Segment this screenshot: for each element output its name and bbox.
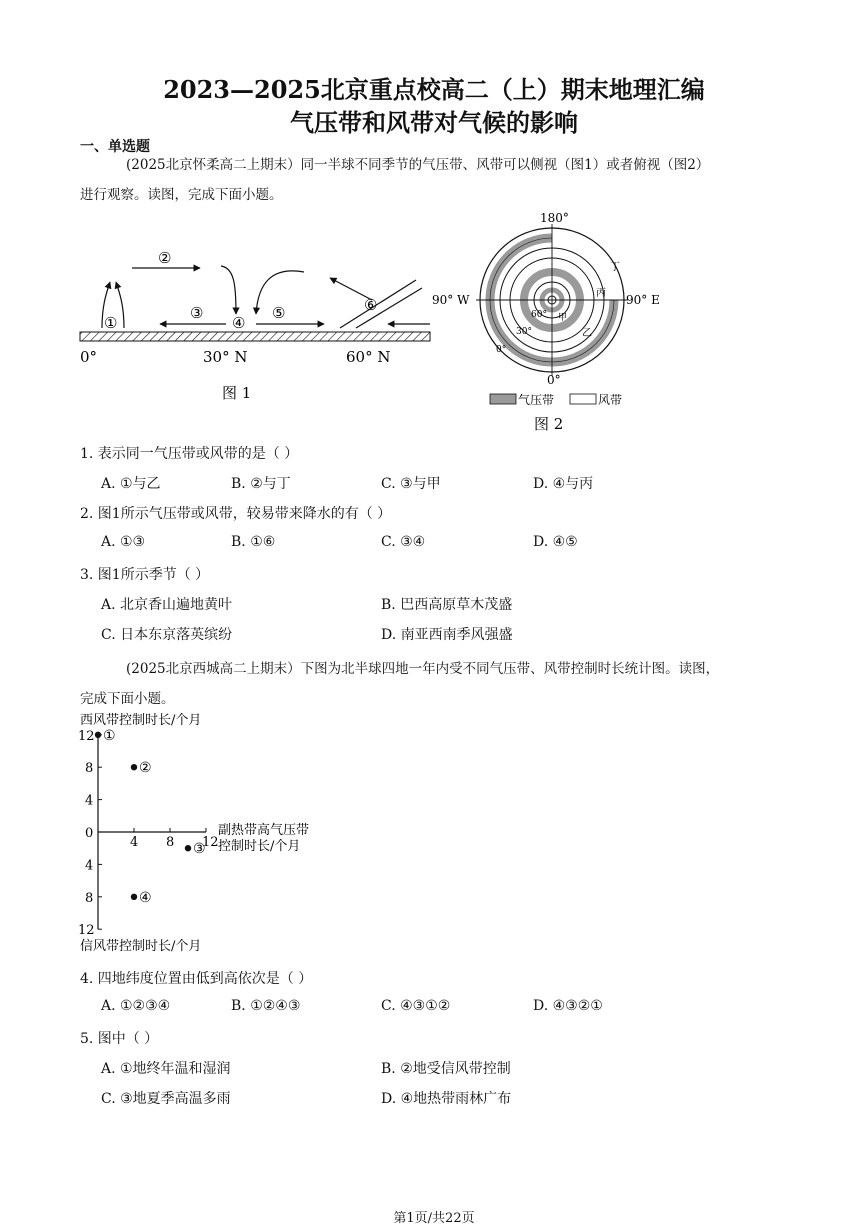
group2-intro-line1: (2025北京西城高二上期末）下图为北半球四地一年内受不同气压带、风带控制时长统计图。读图， — [126, 661, 720, 677]
page-title: 2023—2025北京重点校高二（上）期末地理汇编 — [163, 75, 705, 104]
ring-label-0: 0° — [496, 345, 507, 355]
label-6: ⑥ — [364, 296, 378, 314]
q4-option-b: B. ①②④③ — [231, 998, 301, 1014]
chart-point — [131, 764, 137, 770]
ground-hatch — [80, 332, 430, 341]
section-title: 一、单选题 — [80, 139, 150, 155]
chart-y-tick-label: 4 — [85, 793, 94, 809]
q2-option-c: C. ③④ — [381, 534, 426, 550]
question-3-stem: 3. 图1所示季节（ ） — [80, 567, 210, 583]
label-5: ⑤ — [272, 304, 286, 322]
q4-option-d: D. ④③②① — [533, 998, 603, 1014]
label-180: 180° — [540, 211, 569, 225]
question-2-stem: 2. 图1所示气压带或风带，较易带来降水的有（ ） — [80, 506, 392, 522]
group1-intro — [80, 150, 788, 180]
ring-label-30: 30° — [516, 327, 532, 337]
q1-option-c: C. ③与甲 — [381, 476, 441, 492]
chart-y-tick-label: 0 — [85, 826, 94, 841]
q3-option-d: D. 南亚西南季风强盛 — [381, 627, 513, 643]
label-1: ① — [104, 314, 118, 332]
chart-y-tick-label: 4 — [85, 858, 94, 874]
label-yi: 乙 — [582, 328, 592, 339]
chart-y-tick-label: 8 — [85, 890, 94, 906]
q5-option-c: C. ③地夏季高温多雨 — [101, 1091, 231, 1107]
chart-axes — [98, 735, 206, 929]
chart-x-tick-label: 4 — [130, 835, 139, 850]
label-90e: 90° E — [626, 293, 660, 307]
fig2-caption: 图 2 — [534, 415, 564, 433]
lat-0: 0° — [80, 348, 98, 366]
q3-option-c: C. 日本东京落英缤纷 — [101, 627, 233, 643]
legend-wind-label: 风带 — [598, 393, 623, 407]
chart-ylabel-bottom: 信风带控制时长/个月 — [80, 939, 202, 954]
chart-point — [185, 845, 191, 851]
front-line-a — [340, 280, 416, 328]
chart-point — [131, 894, 137, 900]
chart-points — [95, 728, 206, 906]
q3-option-b: B. 巴西高原草木茂盛 — [381, 597, 513, 613]
legend-wind-swatch — [570, 394, 596, 404]
chart-point-label: ② — [139, 760, 152, 777]
q5-option-a: A. ①地终年温和湿润 — [101, 1061, 231, 1077]
question-4-stem: 4. 四地纬度位置由低到高依次是（ ） — [80, 971, 313, 987]
control-duration-chart — [72, 708, 372, 958]
label-ding: 丁 — [610, 262, 620, 273]
chart-y-tick-label: 12 — [78, 923, 95, 939]
question-5-stem: 5. 图中（ ） — [80, 1031, 159, 1047]
chart-point-label: ① — [103, 727, 116, 744]
q1-option-a: A. ①与乙 — [101, 476, 161, 492]
label-4: ④ — [232, 314, 246, 332]
group2-intro-line2: 完成下面小题。 — [80, 691, 175, 707]
label-90w: 90° W — [432, 293, 470, 307]
q2-option-d: D. ④⑤ — [533, 534, 578, 550]
q5-option-b: B. ②地受信风带控制 — [381, 1061, 511, 1077]
chart-xlabel-line1: 副热带高气压带 — [218, 823, 310, 838]
chart-point-label: ③ — [193, 841, 206, 858]
q3-option-a: A. 北京香山遍地黄叶 — [101, 597, 233, 613]
question-1-stem: 1. 表示同一气压带或风带的是（ ） — [80, 446, 299, 462]
q5-option-d: D. ④地热带雨林广布 — [381, 1091, 512, 1107]
group2-intro — [80, 654, 788, 684]
label-bing: 丙 — [596, 288, 606, 299]
group1-intro-line2: 进行观察。读图，完成下面小题。 — [80, 187, 283, 203]
q4-option-a: A. ①②③④ — [101, 998, 171, 1014]
chart-x-tick-label: 12 — [202, 835, 219, 850]
chart-x-tick-label: 8 — [166, 835, 175, 850]
chart-y-tick-label: 12 — [78, 728, 95, 744]
q2-option-b: B. ①⑥ — [231, 534, 276, 550]
figure-1 — [76, 236, 440, 408]
chart-ylabel-top: 西风带控制时长/个月 — [80, 713, 202, 728]
q1-option-b: B. ②与丁 — [231, 476, 291, 492]
q1-option-d: D. ④与丙 — [533, 476, 594, 492]
q4-option-c: C. ④③①② — [381, 998, 451, 1014]
label-0-lon: 0° — [547, 373, 561, 387]
q2-option-a: A. ①③ — [101, 534, 146, 550]
chart-point-label: ④ — [139, 889, 152, 906]
chart-point — [95, 732, 101, 738]
lat-60: 60° N — [346, 348, 391, 366]
figure-2 — [424, 210, 674, 436]
chart-xlabel-line2: 控制时长/个月 — [218, 839, 301, 854]
page-subtitle: 气压带和风带对气候的影响 — [290, 108, 578, 137]
arrow-sink-a — [221, 266, 236, 314]
group1-intro-line1: (2025北京怀柔高二上期末）同一半球不同季节的气压带、风带可以侧视（图1）或者俯视（图2） — [126, 157, 710, 173]
legend-pressure-swatch — [490, 394, 516, 404]
page-footer: 第1页/共22页 — [393, 1211, 475, 1226]
label-2: ② — [158, 249, 172, 267]
label-3: ③ — [190, 304, 204, 322]
lat-30: 30° N — [203, 348, 248, 366]
label-jia: 甲 — [558, 313, 568, 323]
legend-pressure-label: 气压带 — [518, 393, 555, 407]
fig1-caption: 图 1 — [222, 384, 252, 402]
ring-label-60: 60° — [531, 310, 547, 320]
chart-y-tick-label: 8 — [85, 761, 94, 777]
